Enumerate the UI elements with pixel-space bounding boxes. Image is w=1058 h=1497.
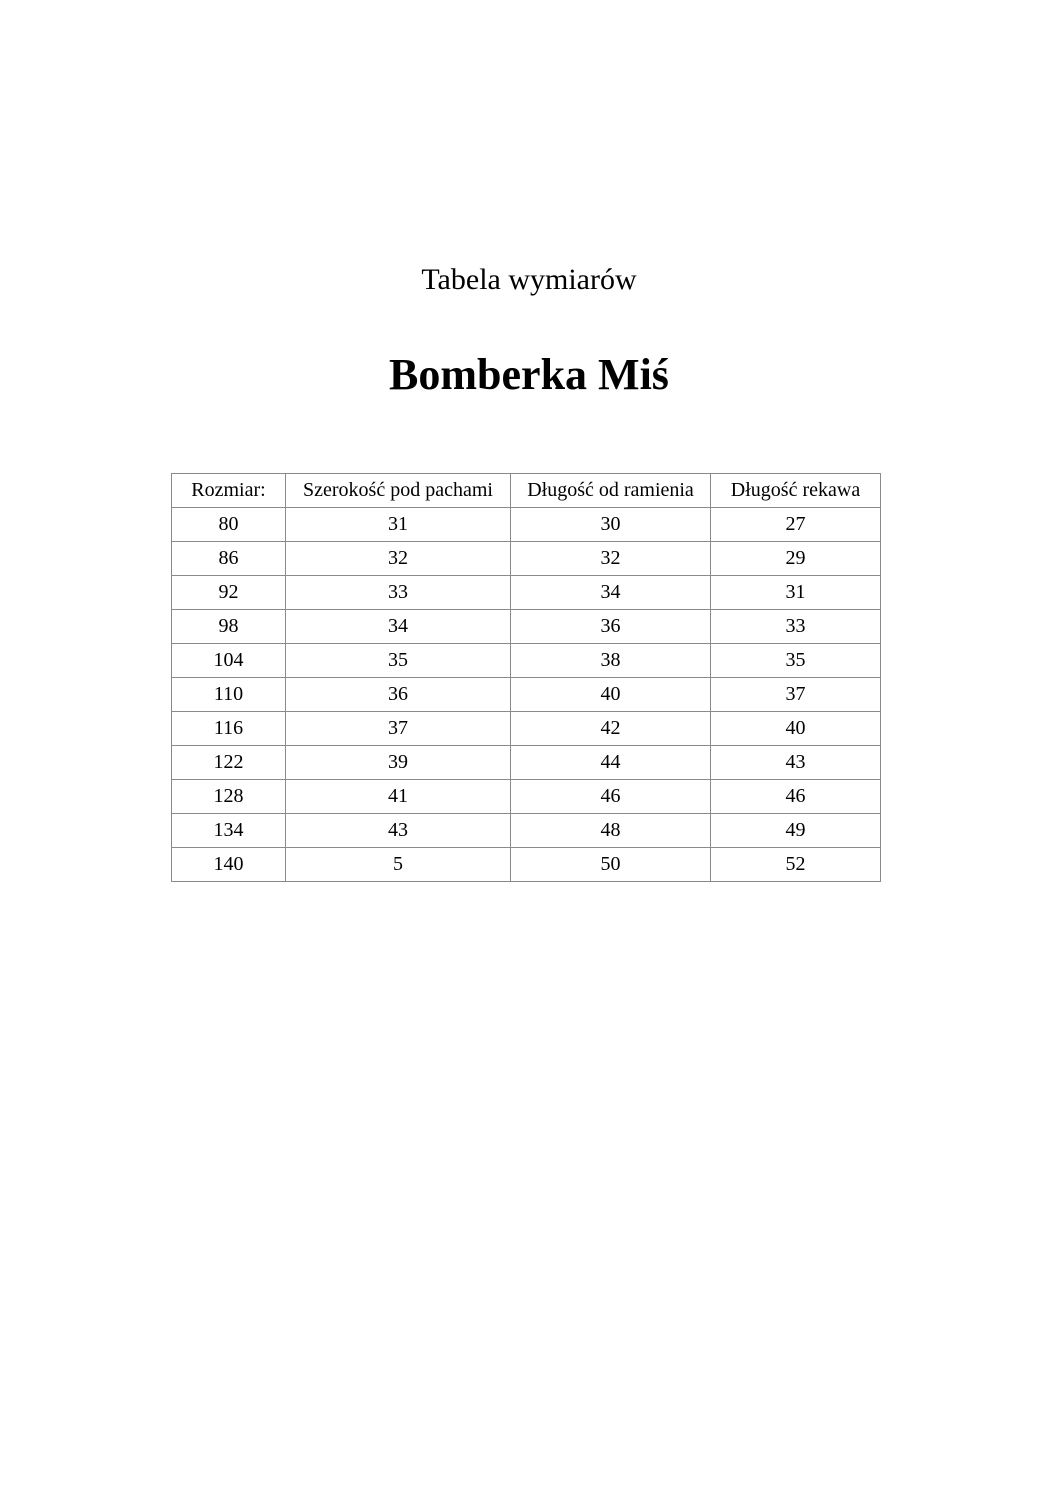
table-row — [172, 746, 881, 780]
table-row — [172, 508, 881, 542]
cell-sleeve-length: 31 — [711, 576, 881, 610]
cell-chest-width: 34 — [286, 610, 511, 644]
cell-sleeve-length: 35 — [711, 644, 881, 678]
table-row — [172, 712, 881, 746]
cell-chest-width: 43 — [286, 814, 511, 848]
cell-length-from-shoulder: 50 — [511, 848, 711, 882]
cell-size: 98 — [172, 610, 286, 644]
cell-size: 80 — [172, 508, 286, 542]
table-row — [172, 644, 881, 678]
cell-sleeve-length: 27 — [711, 508, 881, 542]
header-length-from-shoulder: Długość od ramienia — [511, 474, 711, 508]
cell-length-from-shoulder: 38 — [511, 644, 711, 678]
cell-sleeve-length: 52 — [711, 848, 881, 882]
document-subtitle: Tabela wymiarów — [421, 263, 637, 296]
cell-length-from-shoulder: 32 — [511, 542, 711, 576]
cell-size: 110 — [172, 678, 286, 712]
cell-length-from-shoulder: 40 — [511, 678, 711, 712]
table-row — [172, 780, 881, 814]
header-size: Rozmiar: — [172, 474, 286, 508]
cell-length-from-shoulder: 44 — [511, 746, 711, 780]
cell-chest-width: 41 — [286, 780, 511, 814]
cell-sleeve-length: 46 — [711, 780, 881, 814]
cell-length-from-shoulder: 42 — [511, 712, 711, 746]
header-chest-width: Szerokość pod pachami — [286, 474, 511, 508]
cell-chest-width: 32 — [286, 542, 511, 576]
size-table — [171, 473, 881, 882]
cell-sleeve-length: 33 — [711, 610, 881, 644]
cell-length-from-shoulder: 48 — [511, 814, 711, 848]
cell-sleeve-length: 29 — [711, 542, 881, 576]
cell-sleeve-length: 43 — [711, 746, 881, 780]
table-row — [172, 542, 881, 576]
cell-chest-width: 37 — [286, 712, 511, 746]
cell-chest-width: 35 — [286, 644, 511, 678]
table-row — [172, 678, 881, 712]
table-row — [172, 848, 881, 882]
document-title: Bomberka Miś — [389, 350, 669, 399]
table-row — [172, 576, 881, 610]
cell-size: 104 — [172, 644, 286, 678]
cell-chest-width: 33 — [286, 576, 511, 610]
cell-length-from-shoulder: 34 — [511, 576, 711, 610]
cell-size: 116 — [172, 712, 286, 746]
cell-sleeve-length: 40 — [711, 712, 881, 746]
cell-size: 128 — [172, 780, 286, 814]
cell-size: 134 — [172, 814, 286, 848]
cell-chest-width: 5 — [286, 848, 511, 882]
cell-chest-width: 36 — [286, 678, 511, 712]
cell-size: 86 — [172, 542, 286, 576]
cell-length-from-shoulder: 46 — [511, 780, 711, 814]
cell-length-from-shoulder: 36 — [511, 610, 711, 644]
table-header-row — [172, 474, 881, 508]
cell-chest-width: 31 — [286, 508, 511, 542]
cell-chest-width: 39 — [286, 746, 511, 780]
cell-size: 122 — [172, 746, 286, 780]
cell-sleeve-length: 37 — [711, 678, 881, 712]
cell-size: 92 — [172, 576, 286, 610]
table-row — [172, 814, 881, 848]
table-row — [172, 610, 881, 644]
cell-size: 140 — [172, 848, 286, 882]
cell-length-from-shoulder: 30 — [511, 508, 711, 542]
header-sleeve-length: Długość rekawa — [711, 474, 881, 508]
cell-sleeve-length: 49 — [711, 814, 881, 848]
